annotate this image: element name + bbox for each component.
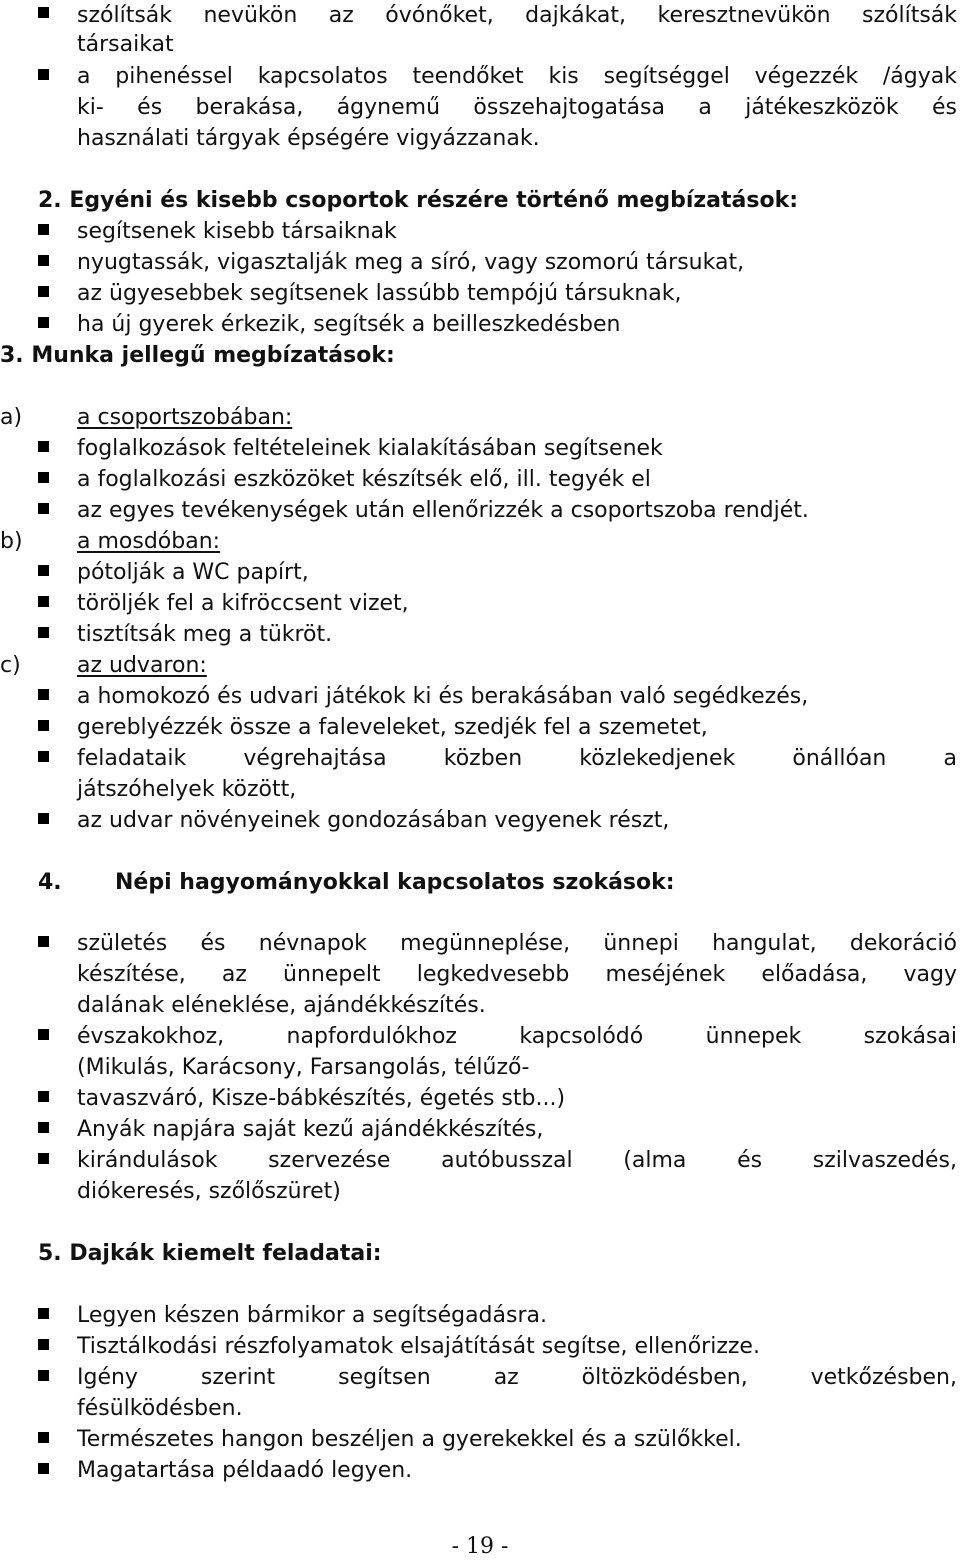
list-item: foglalkozások feltételeinek kialakításában segítsenek: [77, 436, 663, 461]
section-number: 4.: [38, 870, 62, 895]
list-item: szólítsák nevükön az óvónőket, dajkákat, keresztnevükön szólítsák: [77, 3, 957, 28]
bullet-icon: [38, 1339, 49, 1350]
bullet-icon: [38, 1370, 49, 1381]
bullet-icon: [38, 317, 49, 328]
list-item: töröljék fel a kifröccsent vizet,: [77, 591, 409, 616]
bullet-icon: [38, 224, 49, 235]
bullet-icon: [38, 936, 49, 947]
list-item: diókeresés, szőlőszüret): [77, 1179, 341, 1204]
bullet-icon: [38, 1122, 49, 1133]
bullet-icon: [38, 503, 49, 514]
bullet-icon: [38, 255, 49, 266]
list-item: Magatartása példaadó legyen.: [77, 1458, 413, 1483]
list-item: társaikat: [77, 32, 174, 57]
bullet-icon: [38, 1432, 49, 1443]
list-item: ki- és berakása, ágynemű összehajtogatása a játékeszközök és: [77, 95, 957, 120]
bullet-icon: [38, 751, 49, 762]
list-item: Igény szerint segítsen az öltözködésben, vetkőzésben,: [77, 1365, 957, 1390]
list-item: ha új gyerek érkezik, segítsék a beilleszkedésben: [77, 312, 621, 337]
list-item: tavaszváró, Kisze-bábkészítés, égetés stb...): [77, 1086, 566, 1111]
list-item: (Mikulás, Karácsony, Farsangolás, télűző-: [77, 1055, 530, 1080]
list-item: a homokozó és udvari játékok ki és berakásában való segédkezés,: [77, 684, 809, 709]
list-item: fésülködésben.: [77, 1396, 243, 1421]
section-heading: Népi hagyományokkal kapcsolatos szokások:: [115, 870, 675, 895]
list-item: dalának eléneklése, ajándékkészítés.: [77, 993, 486, 1018]
list-item: kirándulások szervezése autóbusszal (alma és szilvaszedés,: [77, 1148, 957, 1173]
bullet-icon: [38, 472, 49, 483]
bullet-icon: [38, 1029, 49, 1040]
list-item: nyugtassák, vigasztalják meg a síró, vagy szomorú társukat,: [77, 250, 745, 275]
bullet-icon: [38, 627, 49, 638]
bullet-icon: [38, 1308, 49, 1319]
bullet-icon: [38, 596, 49, 607]
bullet-icon: [38, 1153, 49, 1164]
list-item: pótolják a WC papírt,: [77, 560, 309, 585]
subsection-label: c): [0, 653, 21, 678]
list-item: feladataik végrehajtása közben közlekedjenek önállóan a: [77, 746, 957, 771]
subsection-title: az udvaron:: [77, 653, 207, 678]
bullet-icon: [38, 286, 49, 297]
list-item: a pihenéssel kapcsolatos teendőket kis segítséggel végezzék /ágyak: [77, 64, 957, 89]
list-item: évszakokhoz, napfordulókhoz kapcsolódó ünnepek szokásai: [77, 1024, 957, 1049]
list-item: tisztítsák meg a tükröt.: [77, 622, 333, 647]
bullet-icon: [38, 689, 49, 700]
subsection-label: b): [0, 529, 23, 554]
list-item: gereblyézzék össze a faleveleket, szedjék fel a szemetet,: [77, 715, 708, 740]
page-number: - 19 -: [451, 1534, 509, 1559]
list-item: játszóhelyek között,: [77, 777, 297, 802]
subsection-title: a csoportszobában:: [77, 405, 293, 430]
subsection-label: a): [0, 405, 23, 430]
list-item: születés és névnapok megünneplése, ünnepi hangulat, dekoráció: [77, 931, 957, 956]
list-item: a foglalkozási eszközöket készítsék elő, ill. tegyék el: [77, 467, 651, 492]
list-item: Anyák napjára saját kezű ajándékkészítés,: [77, 1117, 544, 1142]
list-item: segítsenek kisebb társaiknak: [77, 219, 397, 244]
bullet-icon: [38, 7, 49, 18]
section-heading: 3. Munka jellegű megbízatások:: [0, 343, 395, 368]
list-item: Legyen készen bármikor a segítségadásra.: [77, 1303, 547, 1328]
bullet-icon: [38, 1091, 49, 1102]
list-item: Természetes hangon beszéljen a gyerekekkel és a szülőkkel.: [77, 1427, 742, 1452]
bullet-icon: [38, 69, 49, 80]
bullet-icon: [38, 1463, 49, 1474]
bullet-icon: [38, 441, 49, 452]
list-item: az ügyesebbek segítsenek lassúbb tempójú társuknak,: [77, 281, 682, 306]
list-item: az udvar növényeinek gondozásában vegyenek részt,: [77, 808, 670, 833]
list-item: készítése, az ünnepelt legkedvesebb meséjének előadása, vagy: [77, 962, 957, 987]
section-heading: 2. Egyéni és kisebb csoportok részére történő megbízatások:: [38, 188, 799, 213]
bullet-icon: [38, 720, 49, 731]
section-heading: 5. Dajkák kiemelt feladatai:: [38, 1241, 382, 1266]
subsection-title: a mosdóban:: [77, 529, 221, 554]
bullet-icon: [38, 813, 49, 824]
list-item: Tisztálkodási részfolyamatok elsajátítását segítse, ellenőrizze.: [77, 1334, 760, 1359]
bullet-icon: [38, 565, 49, 576]
list-item: használati tárgyak épségére vigyázzanak.: [77, 126, 540, 151]
list-item: az egyes tevékenységek után ellenőrizzék a csoportszoba rendjét.: [77, 498, 809, 523]
